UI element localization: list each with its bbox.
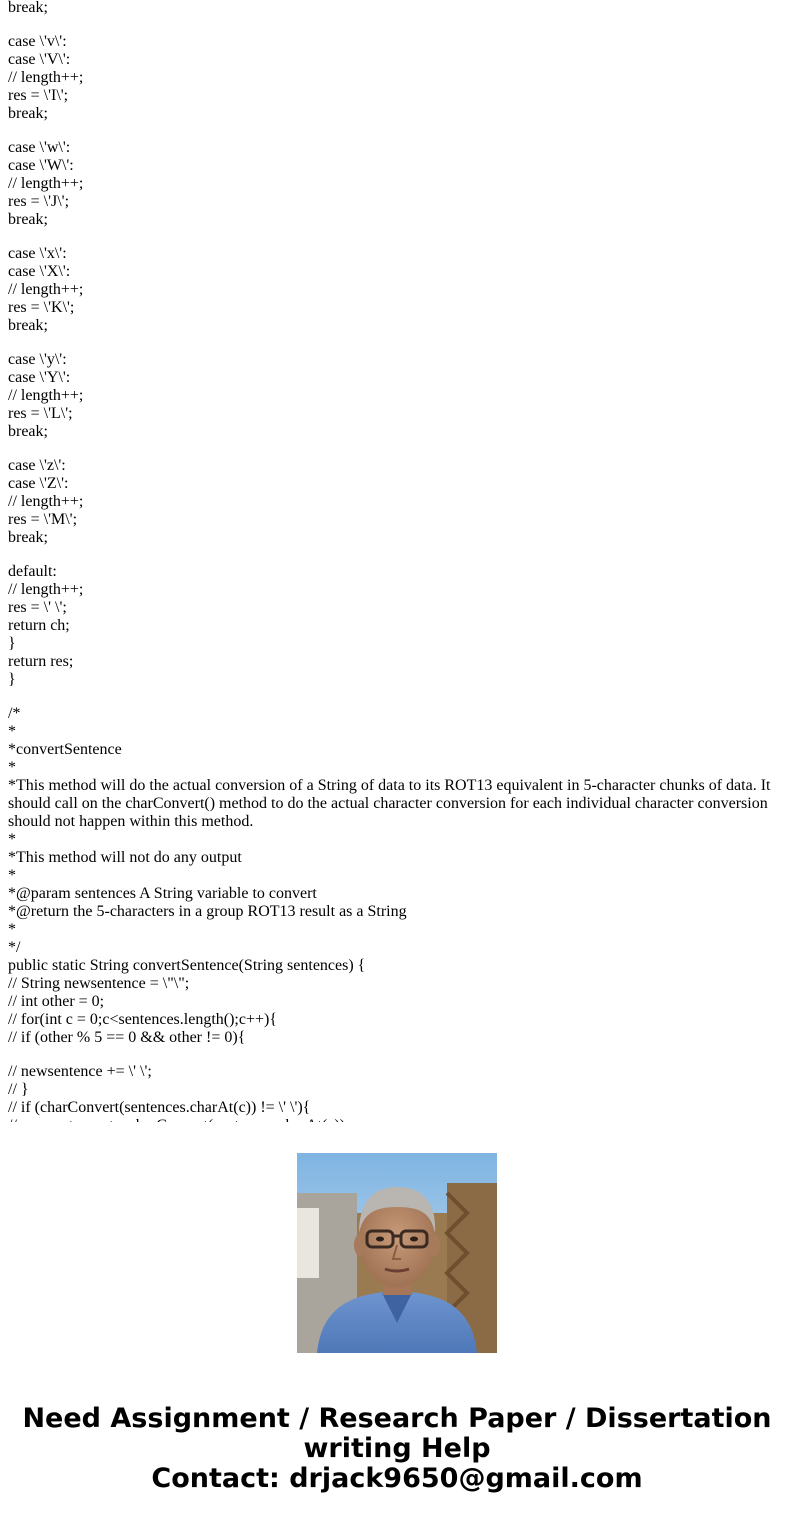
code-line: }	[8, 635, 16, 652]
code-line: // newsentence += \' \';	[8, 1063, 152, 1080]
promo-line-2: writing Help	[303, 1433, 491, 1464]
code-lines	[8, 0, 780, 1135]
code-line: res = \'J\';	[8, 193, 70, 210]
code-line: case \'z\':	[8, 457, 66, 474]
code-line: case \'Y\':	[8, 369, 71, 386]
code-line: return res;	[8, 653, 74, 670]
code-line: *	[8, 867, 16, 884]
code-line: res = \' \';	[8, 599, 67, 616]
code-line: }	[8, 671, 16, 688]
code-line: res = \'M\';	[8, 511, 78, 528]
code-line: *@return the 5-characters in a group ROT13 result as a String	[8, 903, 407, 920]
code-line: default:	[8, 563, 57, 580]
code-line: break;	[8, 0, 48, 16]
code-line: case \'x\':	[8, 245, 67, 262]
code-line: /*	[8, 705, 21, 722]
code-line: *This method will do the actual conversion of a String of data to its ROT13 equivalent in 5-character chunks of data. It should call on the charConvert() method to do the actual character conversion for each individual character conversion should not happen within this method.	[8, 777, 775, 830]
code-line: break;	[8, 423, 48, 440]
code-line: case \'w\':	[8, 139, 71, 156]
code-line: // length++;	[8, 493, 84, 510]
code-line: *convertSentence	[8, 741, 122, 758]
code-line: case \'Z\':	[8, 475, 69, 492]
code-line: // if (other % 5 == 0 && other != 0){	[8, 1029, 246, 1046]
code-line: case \'V\':	[8, 51, 71, 68]
code-line: break;	[8, 317, 48, 334]
code-line: // int other = 0;	[8, 993, 105, 1010]
code-line: // length++;	[8, 69, 84, 86]
promo-banner	[0, 1122, 794, 1523]
code-line: public static String convertSentence(String sentences) {	[8, 957, 366, 974]
code-line: res = \'I\';	[8, 87, 69, 104]
code-line: *	[8, 921, 16, 938]
code-line: // length++;	[8, 175, 84, 192]
code-line: // length++;	[8, 387, 84, 404]
code-line: break;	[8, 211, 48, 228]
code-line: *This method will not do any output	[8, 849, 242, 866]
portrait-photo	[297, 1153, 497, 1353]
code-line: *@param sentences A String variable to convert	[8, 885, 317, 902]
code-line: break;	[8, 529, 48, 546]
code-line: *	[8, 723, 16, 740]
code-line: res = \'K\';	[8, 299, 75, 316]
code-line: case \'v\':	[8, 33, 67, 50]
code-line: case \'y\':	[8, 351, 67, 368]
promo-contact: Contact: drjack9650@gmail.com	[151, 1463, 643, 1494]
promo-text	[20, 1404, 774, 1494]
code-line: break;	[8, 105, 48, 122]
code-line: // length++;	[8, 581, 84, 598]
code-line: *	[8, 759, 16, 776]
code-line: return ch;	[8, 617, 70, 634]
code-line: */	[8, 939, 21, 956]
code-line: // }	[8, 1081, 29, 1098]
promo-line-1: Need Assignment / Research Paper / Dissertation	[22, 1403, 772, 1434]
code-line: // for(int c = 0;c<sentences.length();c++){	[8, 1011, 278, 1028]
code-line: case \'X\':	[8, 263, 71, 280]
code-line: case \'W\':	[8, 157, 74, 174]
author-avatar	[297, 1153, 497, 1353]
code-line: res = \'L\';	[8, 405, 73, 422]
code-line: // String newsentence = \"\";	[8, 975, 190, 992]
code-line: *	[8, 831, 16, 848]
code-line: // if (charConvert(sentences.charAt(c)) != \' \'){	[8, 1099, 311, 1116]
code-line: // length++;	[8, 281, 84, 298]
